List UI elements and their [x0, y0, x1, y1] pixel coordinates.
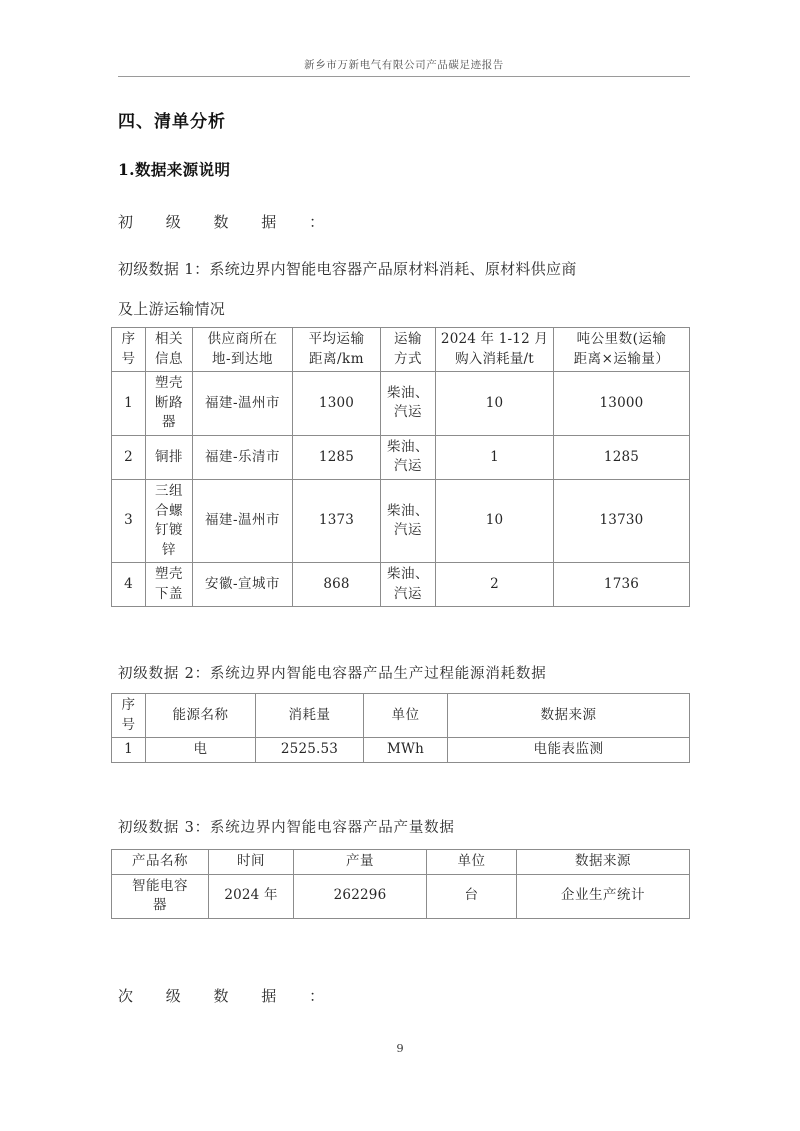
- cell-info-line1: 铜排: [155, 448, 183, 465]
- col-header-output: 产量: [294, 850, 427, 875]
- col-header-distance: [293, 328, 381, 372]
- table-row: [112, 738, 690, 763]
- col-header-purchase-line1: 2024 年 1-12 月: [440, 331, 549, 347]
- cell-mode-line1: 柴油、: [387, 566, 429, 583]
- cell-info: [146, 563, 193, 607]
- col-header-mode-line1: 运输: [394, 331, 422, 347]
- primary-data-label: 初 级 数 据 ：: [118, 213, 339, 231]
- cell-purchase: 1: [436, 435, 554, 479]
- cell-info-line1: 三组: [155, 482, 183, 499]
- cell-source: 电能表监测: [448, 738, 690, 763]
- cell-info-line4: 锌: [162, 541, 176, 558]
- table-energy-consumption: [111, 693, 690, 763]
- cell-route: 福建-乐清市: [193, 435, 293, 479]
- cell-mode: [381, 479, 436, 562]
- cell-unit: MWh: [364, 738, 448, 763]
- cell-output: 262296: [294, 874, 427, 918]
- col-header-product-name: 产品名称: [112, 850, 209, 875]
- cell-time: 2024 年: [209, 874, 294, 918]
- cell-distance: 868: [293, 563, 381, 607]
- table-raw-material-transport: [111, 327, 690, 607]
- cell-info-line2: 合螺: [155, 502, 183, 519]
- cell-index: 1: [112, 738, 146, 763]
- col-header-index-line1: 序: [121, 331, 136, 347]
- cell-unit: 台: [427, 874, 517, 918]
- col-header-route: [193, 328, 293, 372]
- col-header-info-line2: 信息: [155, 350, 183, 367]
- col-header-ton-km-line1: 吨公里数(运输: [576, 331, 667, 347]
- cell-mode-line2: 汽运: [394, 585, 422, 602]
- secondary-data-label: 次 级 数 据 ：: [118, 987, 339, 1005]
- col-header-purchase: [436, 328, 554, 372]
- col-header-time: 时间: [209, 850, 294, 875]
- running-header: 新乡市万新电气有限公司产品碳足迹报告: [304, 59, 504, 71]
- cell-ton-km: 1736: [554, 563, 690, 607]
- page-title: 四、清单分析: [118, 112, 226, 132]
- cell-product-name: [112, 874, 209, 918]
- cell-info: [146, 435, 193, 479]
- cell-mode-line1: 柴油、: [387, 384, 429, 401]
- table-row: [112, 563, 690, 607]
- table-header-row: [112, 850, 690, 875]
- cell-mode-line2: 汽运: [394, 404, 422, 421]
- cell-info: [146, 479, 193, 562]
- col-header-ton-km-line2: 距离×运输量）: [573, 350, 670, 367]
- col-header-info-line1: 相关: [155, 331, 183, 347]
- cell-index: 3: [112, 479, 146, 562]
- col-header-index-line2: 号: [121, 350, 136, 367]
- cell-info-line1: 塑壳: [155, 375, 183, 392]
- cell-ton-km: 13730: [554, 479, 690, 562]
- cell-product-name-line1: 智能电容: [132, 877, 188, 894]
- cell-info-line2: 下盖: [155, 585, 183, 602]
- col-header-route-line2: 地-到达地: [211, 350, 274, 367]
- cell-route: 安徽-宣城市: [193, 563, 293, 607]
- col-header-energy-name: 能源名称: [146, 694, 256, 738]
- table-row: [112, 874, 690, 918]
- col-header-unit: 单位: [364, 694, 448, 738]
- primary-data-1-caption-line1: 初级数据 1：系统边界内智能电容器产品原材料消耗、原材料供应商: [118, 260, 577, 278]
- cell-mode: [381, 372, 436, 436]
- col-header-index: [112, 328, 146, 372]
- cell-info: [146, 372, 193, 436]
- cell-product-name-line2: 器: [153, 897, 167, 914]
- col-header-source: 数据来源: [517, 850, 690, 875]
- cell-consumption: 2525.53: [256, 738, 364, 763]
- cell-mode-line1: 柴油、: [387, 438, 429, 455]
- cell-distance: 1373: [293, 479, 381, 562]
- cell-info-line2: 断路: [155, 394, 183, 411]
- col-header-consumption: 消耗量: [256, 694, 364, 738]
- cell-mode-line1: 柴油、: [387, 502, 429, 519]
- cell-mode: [381, 563, 436, 607]
- cell-info-line3: 器: [162, 414, 176, 431]
- col-header-purchase-line2: 购入消耗量/t: [455, 350, 534, 367]
- cell-purchase: 10: [436, 479, 554, 562]
- col-header-route-line1: 供应商所在: [207, 331, 278, 347]
- cell-source: 企业生产统计: [517, 874, 690, 918]
- subsection-heading: 1.数据来源说明: [118, 160, 231, 179]
- primary-data-2-caption: 初级数据 2：系统边界内智能电容器产品生产过程能源消耗数据: [118, 666, 547, 682]
- col-header-unit: 单位: [427, 850, 517, 875]
- col-header-mode: [381, 328, 436, 372]
- col-header-distance-line1: 平均运输: [308, 331, 365, 347]
- col-header-index: [112, 694, 146, 738]
- primary-data-1-caption-line2: 及上游运输情况: [118, 300, 226, 318]
- cell-distance: 1300: [293, 372, 381, 436]
- col-header-index-line2: 号: [121, 716, 136, 733]
- table-header-row: [112, 694, 690, 738]
- cell-ton-km: 1285: [554, 435, 690, 479]
- col-header-mode-line2: 方式: [394, 350, 422, 367]
- cell-distance: 1285: [293, 435, 381, 479]
- cell-index: 2: [112, 435, 146, 479]
- cell-index: 1: [112, 372, 146, 436]
- col-header-ton-km: [554, 328, 690, 372]
- col-header-distance-line2: 距离/km: [308, 350, 365, 367]
- cell-info-line3: 钉镀: [155, 522, 183, 539]
- table-row: [112, 479, 690, 562]
- cell-route: 福建-温州市: [193, 372, 293, 436]
- cell-mode-line2: 汽运: [394, 522, 422, 539]
- cell-energy-name: 电: [146, 738, 256, 763]
- page-number: 9: [396, 1041, 404, 1055]
- cell-mode: [381, 435, 436, 479]
- table-header-row: [112, 328, 690, 372]
- table-product-output: [111, 849, 690, 919]
- header-rule: [118, 76, 690, 77]
- table-row: [112, 435, 690, 479]
- cell-purchase: 10: [436, 372, 554, 436]
- col-header-source: 数据来源: [448, 694, 690, 738]
- primary-data-3-caption: 初级数据 3：系统边界内智能电容器产品产量数据: [118, 820, 455, 836]
- col-header-info: [146, 328, 193, 372]
- cell-ton-km: 13000: [554, 372, 690, 436]
- col-header-index-line1: 序: [121, 697, 136, 713]
- table-row: [112, 372, 690, 436]
- cell-info-line1: 塑壳: [155, 566, 183, 583]
- cell-route: 福建-温州市: [193, 479, 293, 562]
- cell-index: 4: [112, 563, 146, 607]
- cell-mode-line2: 汽运: [394, 458, 422, 475]
- cell-purchase: 2: [436, 563, 554, 607]
